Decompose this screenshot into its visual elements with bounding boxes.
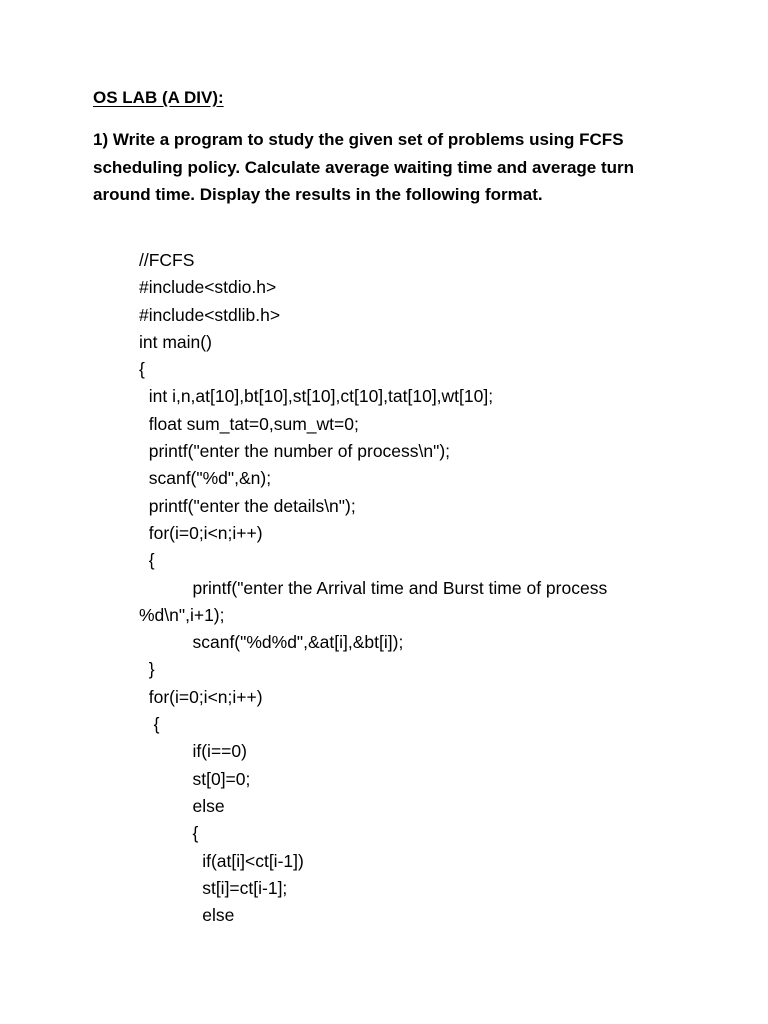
code-line: else [139,905,235,926]
code-line: { [139,550,155,571]
code-line: } [139,659,155,680]
code-line: #include<stdlib.h> [139,304,281,325]
code-line: st[0]=0; [139,768,251,789]
code-line: int main() [139,331,212,352]
code-line: float sum_tat=0,sum_wt=0; [139,413,359,434]
code-line: if(at[i]<ct[i-1]) [139,850,304,871]
code-line: st[i]=ct[i-1]; [139,877,288,898]
code-line: { [139,823,199,844]
code-line: //FCFS [139,250,195,270]
code-line: scanf("%d",&n); [139,468,272,489]
code-line: { [139,359,145,380]
code-line: printf("enter the Arrival time and Burst time of process [139,577,608,598]
code-line: int i,n,at[10],bt[10],st[10],ct[10],tat[10],wt[10]; [139,386,494,407]
code-line: for(i=0;i<n;i++) [139,686,263,707]
code-line: for(i=0;i<n;i++) [139,522,263,543]
code-line: else [139,795,225,816]
question-line: around time. Display the results in the following format. [93,185,543,204]
code-line: scanf("%d%d",&at[i],&bt[i]); [139,632,404,653]
code-line: { [139,714,160,735]
question-line: scheduling policy. Calculate average waiting time and average turn [93,157,635,177]
code-line: printf("enter the details\n"); [139,495,356,516]
question-line: 1) Write a program to study the given set of problems using FCFS [93,130,624,149]
code-line: #include<stdio.h> [139,277,277,298]
question-text [93,126,693,209]
code-line: %d\n",i+1); [139,604,225,625]
code-line: printf("enter the number of process\n"); [139,441,451,462]
lab-heading: OS LAB (A DIV): [93,88,224,107]
code-line: if(i==0) [139,741,247,762]
code-listing [139,247,699,929]
